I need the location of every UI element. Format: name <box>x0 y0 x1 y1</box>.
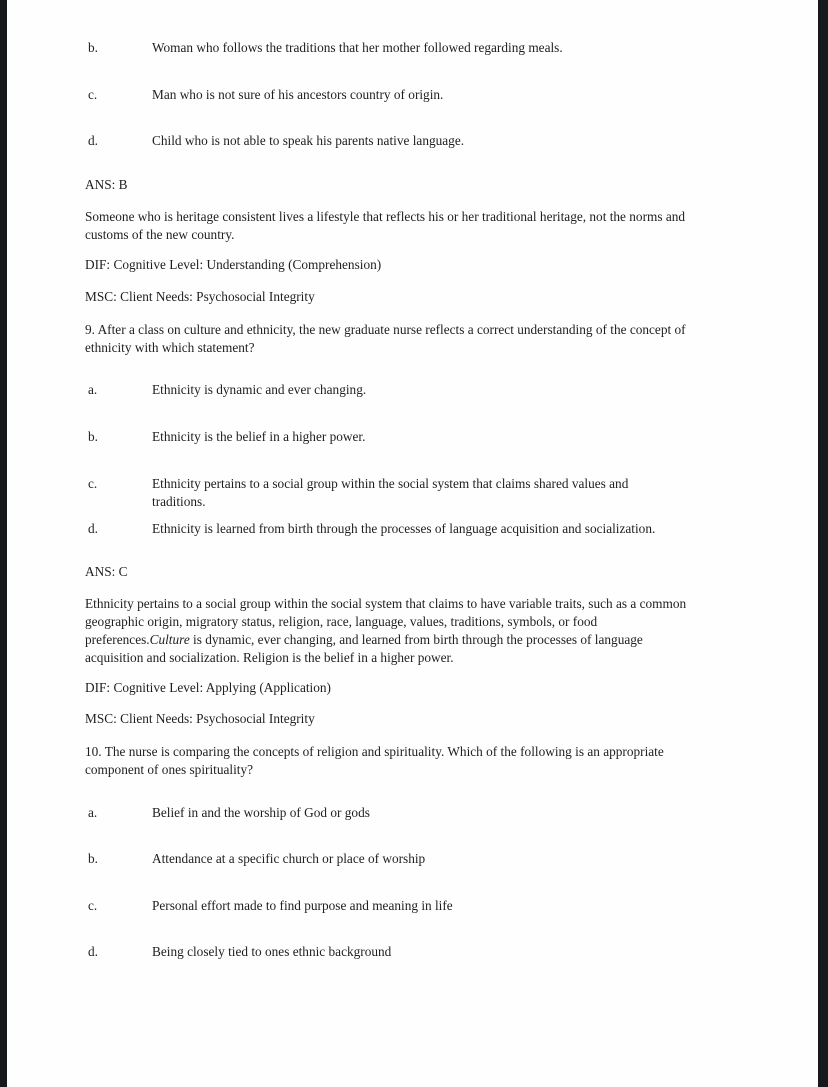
option-row <box>85 381 743 399</box>
rationale-line: geographic origin, migratory status, religion, race, language, values, traditions, symbols, or food <box>85 614 598 629</box>
right-gutter <box>818 0 828 1087</box>
rationale-text: is dynamic, ever changing, and learned from birth through the processes of language <box>189 632 643 647</box>
option-row <box>85 804 743 822</box>
option-letter: d. <box>88 521 98 536</box>
question-stem-line: 9. After a class on culture and ethnicity, the new graduate nurse reflects a correct understanding of the concept of <box>85 322 686 337</box>
question-stem <box>85 743 743 779</box>
option-text-line: Ethnicity pertains to a social group within the social system that claims shared values and <box>152 476 629 491</box>
option-row <box>85 520 743 538</box>
option-text: Ethnicity is the belief in a higher power. <box>152 429 366 444</box>
option-text-line: traditions. <box>152 494 206 509</box>
dif-line: DIF: Cognitive Level: Applying (Application) <box>85 680 331 695</box>
rationale-line: Ethnicity pertains to a social group within the social system that claims to have variable traits, such as a common <box>85 596 687 611</box>
option-text: Ethnicity is dynamic and ever changing. <box>152 382 367 397</box>
dif-line: DIF: Cognitive Level: Understanding (Comprehension) <box>85 257 382 272</box>
option-row <box>85 132 743 150</box>
question-stem <box>85 321 743 357</box>
option-letter: b. <box>88 851 98 866</box>
option-text <box>152 475 743 511</box>
option-row <box>85 86 743 104</box>
option-row <box>85 943 743 961</box>
option-letter: a. <box>88 382 98 397</box>
option-text: Man who is not sure of his ancestors country of origin. <box>152 87 444 102</box>
option-letter: d. <box>88 944 98 959</box>
option-letter: b. <box>88 429 98 444</box>
question-stem-line: ethnicity with which statement? <box>85 340 255 355</box>
option-text: Personal effort made to find purpose and meaning in life <box>152 898 453 913</box>
rationale-line: acquisition and socialization. Religion is the belief in a higher power. <box>85 650 454 665</box>
rationale-paragraph <box>85 208 743 244</box>
option-row <box>85 39 743 57</box>
option-letter: d. <box>88 133 98 148</box>
option-text: Child who is not able to speak his parents native language. <box>152 133 465 148</box>
option-letter: a. <box>88 805 98 820</box>
option-row <box>85 428 743 446</box>
option-letter: b. <box>88 40 98 55</box>
option-row <box>85 897 743 915</box>
option-row <box>85 850 743 868</box>
rationale-line: customs of the new country. <box>85 227 235 242</box>
rationale-italic-term: Culture <box>149 632 190 647</box>
question-stem-line: component of ones spirituality? <box>85 762 254 777</box>
option-text: Ethnicity is learned from birth through the processes of language acquisition and socialization. <box>152 521 656 536</box>
rationale-line: Someone who is heritage consistent lives a lifestyle that reflects his or her traditional heritage, not the norms and <box>85 209 686 224</box>
option-letter: c. <box>88 476 98 491</box>
rationale-line <box>85 631 743 649</box>
option-row <box>85 475 743 511</box>
option-letter: c. <box>88 898 98 913</box>
document-page <box>7 0 818 1087</box>
option-text: Being closely tied to ones ethnic background <box>152 944 392 959</box>
left-gutter <box>0 0 7 1087</box>
question-stem-line: 10. The nurse is comparing the concepts of religion and spirituality. Which of the following is an appropriate <box>85 744 664 759</box>
msc-line: MSC: Client Needs: Psychosocial Integrity <box>85 289 315 304</box>
answer-line: ANS: B <box>85 177 128 192</box>
option-text: Attendance at a specific church or place of worship <box>152 851 426 866</box>
rationale-paragraph <box>85 595 743 667</box>
option-text: Woman who follows the traditions that her mother followed regarding meals. <box>152 40 563 55</box>
option-letter: c. <box>88 87 98 102</box>
answer-line: ANS: C <box>85 564 128 579</box>
option-text: Belief in and the worship of God or gods <box>152 805 370 820</box>
msc-line: MSC: Client Needs: Psychosocial Integrity <box>85 711 315 726</box>
rationale-text: preferences. <box>85 632 150 647</box>
